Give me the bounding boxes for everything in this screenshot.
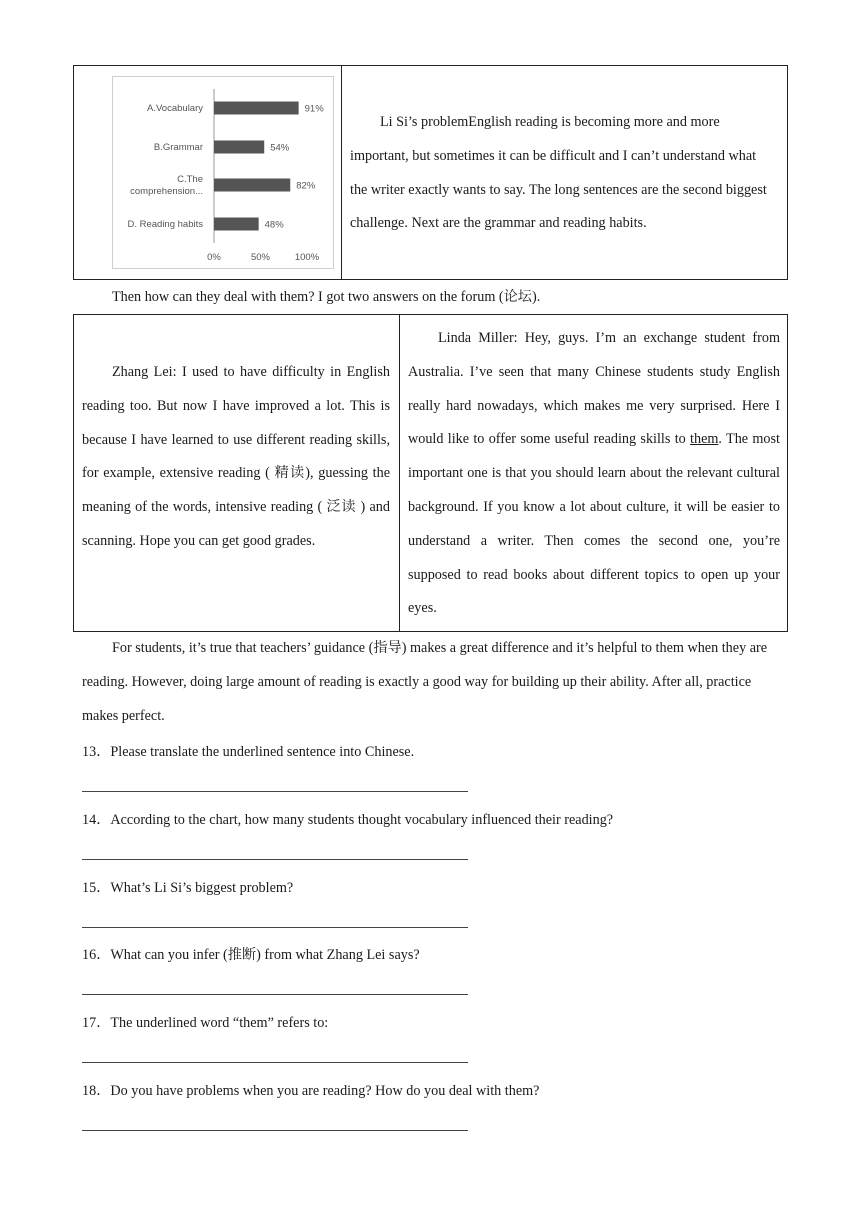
answer-line-17[interactable] (82, 1062, 468, 1063)
answer-line-15[interactable] (82, 927, 468, 928)
linda-miller-answer (408, 322, 780, 626)
question-14: 14．According to the chart, how many students thought vocabulary influenced their reading? (82, 812, 614, 828)
chart-data-label: 48% (264, 219, 284, 231)
question-13: 13．Please translate the underlined sentence into Chinese. (82, 744, 415, 760)
reading-problems-bar-chart (113, 77, 333, 268)
answer-line-16[interactable] (82, 994, 468, 995)
chart-category-label: D. Reading habits (127, 219, 203, 230)
forum-intro: Then how can they deal with them? I got two answers on the forum (论坛). (112, 289, 541, 305)
chart-bar (214, 141, 264, 154)
linda-text-part2: . The most important one is that you should learn about the relevant cultural background. If you know a lot about culture, it will be easier to understand a writer. Then comes the second one, you’re supposed to read books about different topics to open up your eyes. (408, 431, 780, 617)
conclusion-paragraph: For students, it’s true that teachers’ guidance (指导) makes a great difference and it’s helpful to them when they are reading. However, doing large amount of reading is exactly a good way for building up their ability. After all, practice makes perfect. (82, 640, 768, 724)
chart-data-label: 82% (296, 180, 316, 192)
question-16: 16．What can you infer (推断) from what Zhang Lei says? (82, 947, 420, 963)
answer-line-18[interactable] (82, 1130, 468, 1131)
answer-line-14[interactable] (82, 859, 468, 860)
chart-bar (214, 179, 290, 192)
chart-category-label: A.Vocabulary (147, 103, 203, 114)
question-15: 15．What’s Li Si’s biggest problem? (82, 880, 294, 896)
chart-tick-label: 0% (207, 252, 221, 263)
chart-tick-label: 50% (250, 252, 271, 263)
chart-data-label: 54% (270, 142, 290, 154)
chart-category-label: C.The comprehension... (130, 174, 203, 197)
chart-bar (214, 218, 259, 231)
li-si-problem-text: Li Si’s problemEnglish reading is becoming more and more important, but sometimes it can be difficult and I can’t understand what the writer exactly wants to say. The long sentences are the second biggest challenge. Next are the grammar and reading habits. (350, 114, 767, 232)
underlined-word-them: them (690, 431, 719, 448)
answer-line-13[interactable] (82, 791, 468, 792)
chart-category-label: B.Grammar (153, 142, 203, 153)
linda-text-part1: Linda Miller: Hey, guys. I’m an exchange student from Australia. I’ve seen that many Chinese students study English really hard nowadays, which makes me very surprised. Here I would like to offer some useful reading skills to (408, 330, 780, 448)
table-divider (341, 65, 342, 280)
chart-bar (214, 102, 299, 115)
chart-frame (112, 76, 334, 269)
chart-tick-label: 100% (294, 252, 320, 263)
zhang-lei-answer: Zhang Lei: I used to have difficulty in English reading too. But now I have improved a lot. This is because I have learned to use different reading skills, for example, extensive reading ( 精读), guessing the meaning of the words, intensive reading ( 泛读 ) and scanning. Hope you can get good grades. (82, 364, 390, 549)
forum-table-divider (399, 314, 400, 632)
question-17: 17．The underlined word “them” refers to: (82, 1015, 329, 1031)
question-18: 18．Do you have problems when you are reading? How do you deal with them? (82, 1083, 540, 1099)
chart-data-label: 91% (304, 103, 324, 115)
